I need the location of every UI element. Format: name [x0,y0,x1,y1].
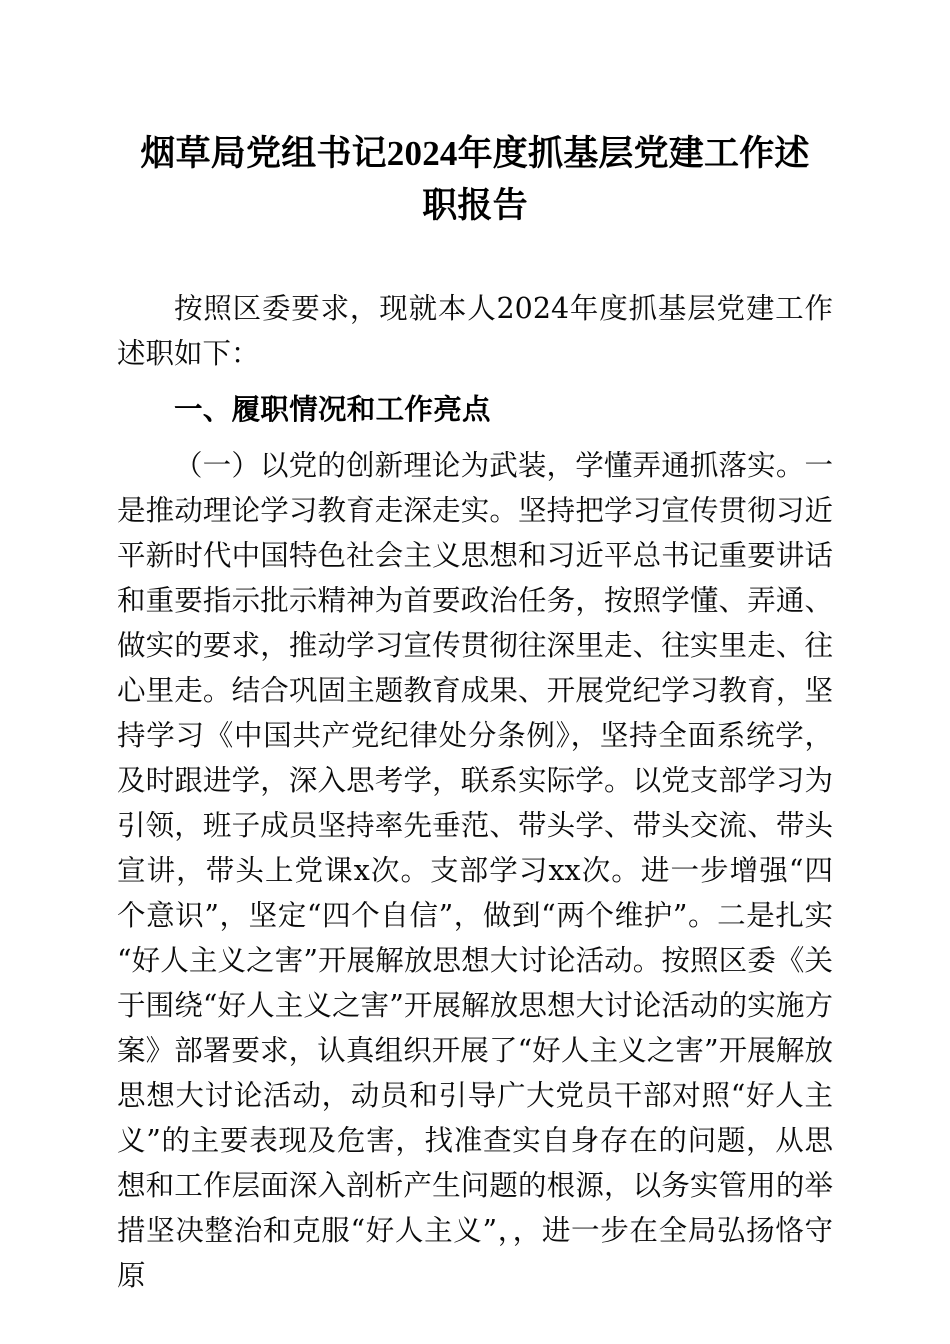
document-title-line-1: 烟草局党组书记2024年度抓基层党建工作述 [140,134,810,173]
body-paragraph-1: （一）以党的创新理论为武装，学懂弄通抓落实。一是推动理论学习教育走深走实。坚持把学习宣传贯彻习近平新时代中国特色社会主义思想和习近平总书记重要讲话和重要指示批示精神为首要政治任务，按照学懂、弄通、做实的要求，推动学习宣传贯彻往深里走、往实里走、往心里走。结合巩固主题教育成果、开展党纪学习教育，坚持学习《中国共产党纪律处分条例》，坚持全面系统学，及时跟进学，深入思考学，联系实际学。以党支部学习为引领，班子成员坚持率先垂范、带头学、带头交流、带头宣讲，带头上党课x次。支部学习xx次。进一步增强“四个意识”，坚定“四个自信”，做到“两个维护”。二是扎实“好人主义之害”开展解放思想大讨论活动。按照区委《关于围绕“好人主义之害”开展解放思想大讨论活动的实施方案》部署要求，认真组织开展了“好人主义之害”开展解放思想大讨论活动，动员和引导广大党员干部对照“好人主义”的主要表现及危害，找准查实自身存在的问题，从思想和工作层面深入剖析产生问题的根源，以务实管用的举措坚决整治和克服“好人主义”，，进一步在全局弘扬恪守原 [117,449,833,1292]
document-title [117,0,833,232]
section-heading-1: 一、履职情况和工作亮点 [174,394,491,426]
page-text-column [117,0,833,1298]
intro-paragraph: 按照区委要求，现就本人2024年度抓基层党建工作述职如下： [117,292,833,370]
document-title-line-2: 职报告 [422,186,528,225]
